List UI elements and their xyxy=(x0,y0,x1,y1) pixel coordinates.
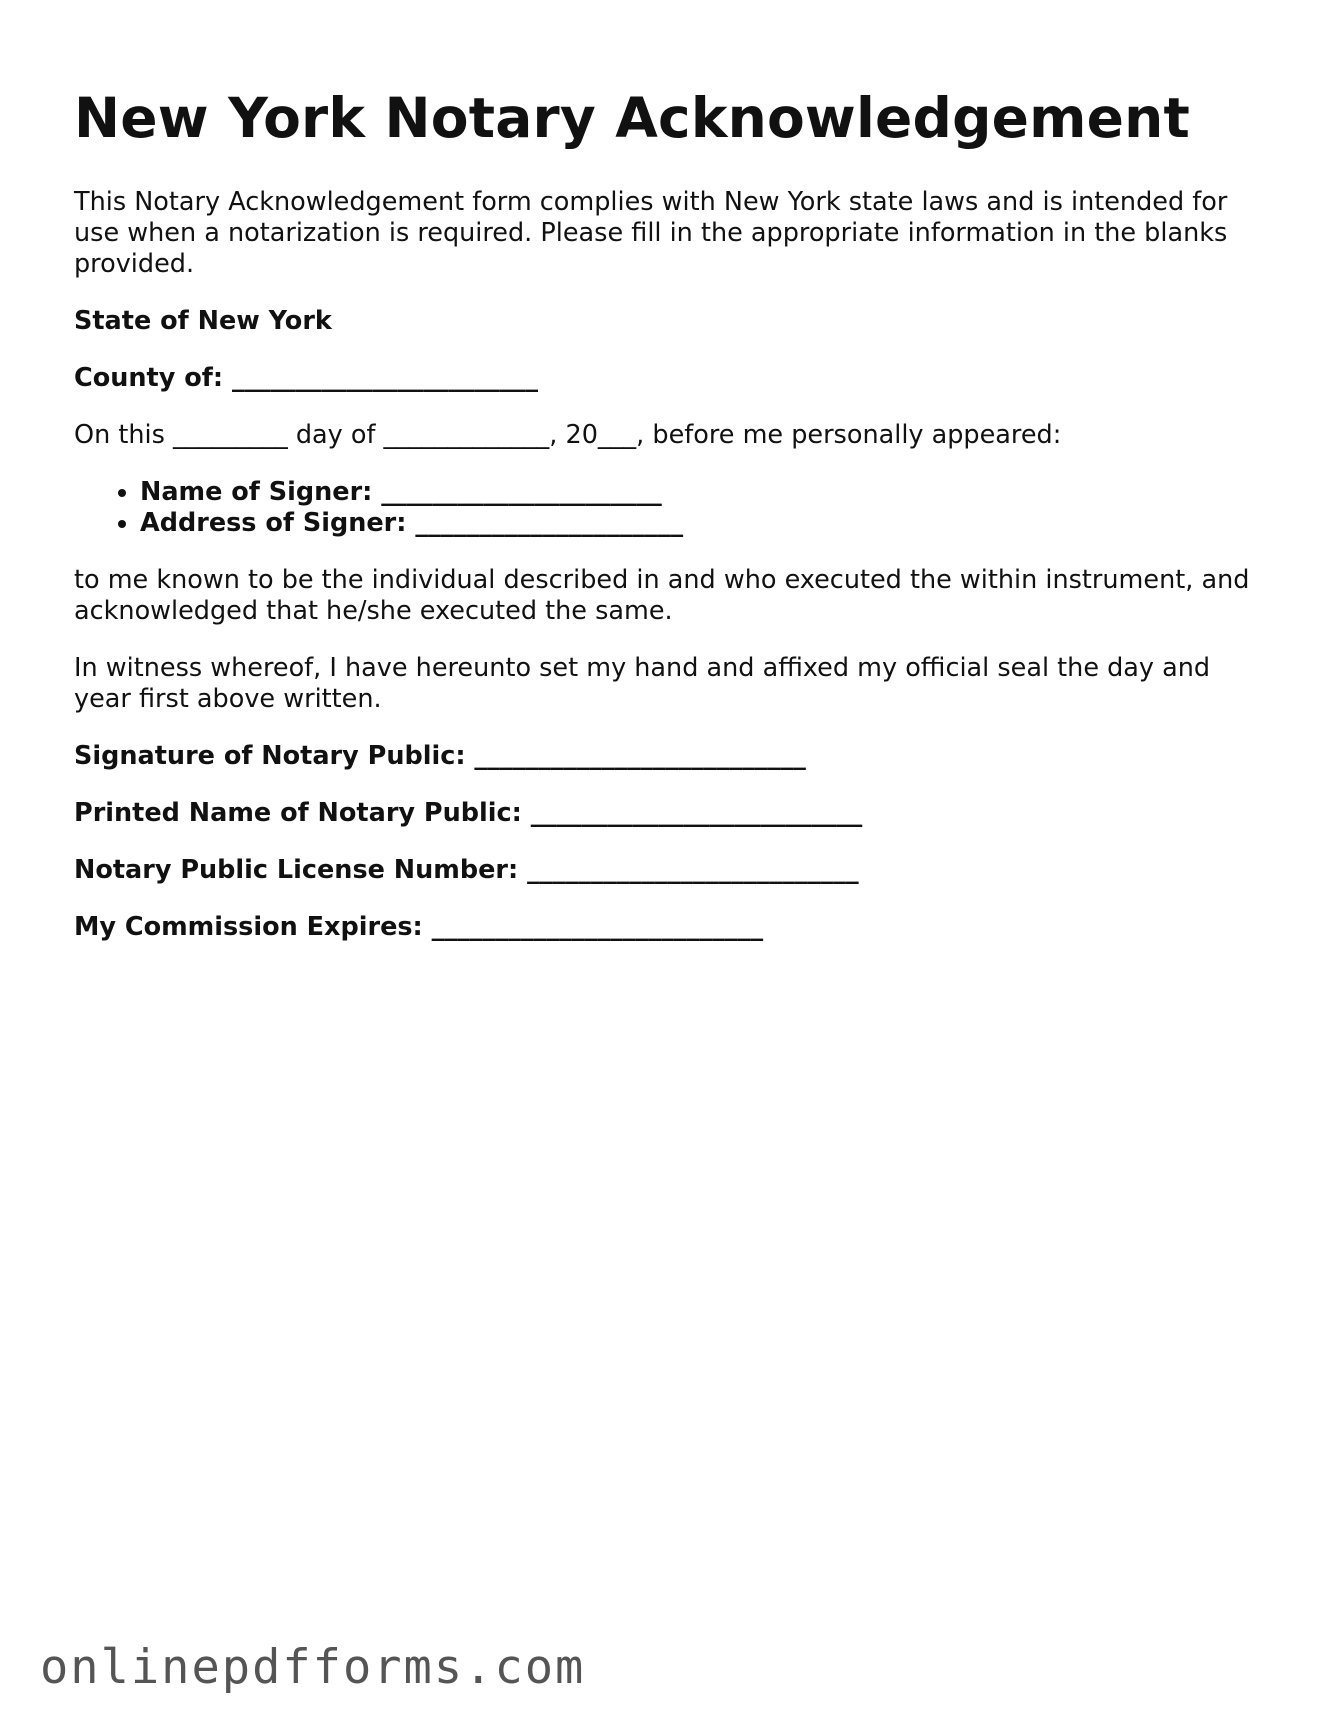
commission-expires-blank[interactable]: __________________________ xyxy=(431,911,764,942)
list-item xyxy=(140,508,1274,539)
commission-expires-label: My Commission Expires: xyxy=(74,911,423,942)
notary-license-blank[interactable]: __________________________ xyxy=(527,854,859,885)
notary-signature-blank[interactable]: __________________________ xyxy=(474,740,806,771)
date-line: On this _________ day of _____________, 20___, before me personally appeared: xyxy=(74,419,1062,450)
county-blank[interactable]: ________________________ xyxy=(231,362,538,393)
notary-signature-field xyxy=(74,741,1274,772)
notary-printed-name-label: Printed Name of Notary Public: xyxy=(74,797,522,828)
list-item xyxy=(140,477,1274,508)
document-page xyxy=(74,88,1274,969)
notary-printed-name-blank[interactable]: __________________________ xyxy=(530,797,863,828)
state-line: State of New York xyxy=(74,305,332,336)
county-field xyxy=(74,363,1274,394)
signer-address-blank[interactable]: _____________________ xyxy=(415,507,684,538)
commission-expires-field xyxy=(74,912,1274,943)
notary-printed-name-field xyxy=(74,798,1274,829)
signer-name-blank[interactable]: ______________________ xyxy=(381,476,662,507)
known-paragraph: to me known to be the individual described in and who executed the within instrument, and acknowledged that he/she executed the same. xyxy=(74,564,1250,626)
signer-name-label: Name of Signer: xyxy=(140,476,373,507)
document-title: New York Notary Acknowledgement xyxy=(74,86,1191,150)
intro-paragraph: This Notary Acknowledgement form complies with New York state laws and is intended for use when a notarization is required. Please fill in the appropriate information in the blanks provided. xyxy=(74,186,1228,279)
county-label: County of: xyxy=(74,362,224,393)
witness-paragraph: In witness whereof, I have hereunto set my hand and affixed my official seal the day and year first above written. xyxy=(74,652,1211,714)
notary-signature-label: Signature of Notary Public: xyxy=(74,740,466,771)
signer-list xyxy=(74,477,1274,539)
signer-address-label: Address of Signer: xyxy=(140,507,407,538)
notary-license-field xyxy=(74,855,1274,886)
notary-license-label: Notary Public License Number: xyxy=(74,854,519,885)
watermark: onlinepdfforms.com xyxy=(40,1640,586,1695)
